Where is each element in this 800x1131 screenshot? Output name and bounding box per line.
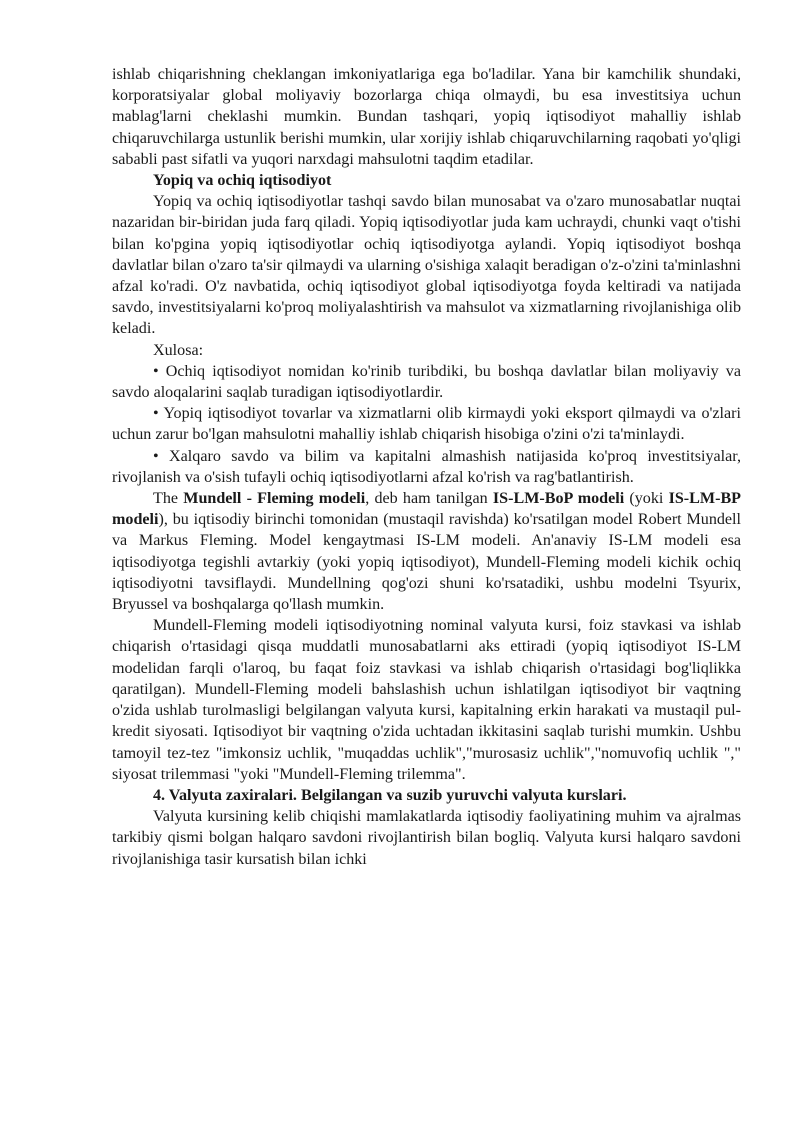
paragraph-mundell-fleming-intro	[112, 488, 741, 615]
mf-bold-3: IS-LM-BP modeli	[112, 490, 742, 529]
conclusion-label: Xulosa:	[153, 341, 204, 359]
bullet-item-3: • Xalqaro savdo va bilim va kapitalni almashish natijasida ko'proq investitsiyalar, rivojlanish va o'sish tufayli ochiq iqtisodiyotlarni afzal ko'rish va rag'batlantirish.	[112, 447, 741, 486]
section-heading-open-closed: Yopiq va ochiq iqtisodiyot	[153, 172, 332, 190]
mf-text-2: , deb ham tanilgan	[365, 490, 493, 508]
mf-text-3: (yoki	[624, 490, 669, 508]
section-heading-currency-reserves: 4. Valyuta zaxiralari. Belgilangan va suzib yuruvchi valyuta kurslari.	[153, 786, 627, 804]
bullet-item-2: • Yopiq iqtisodiyot tovarlar va xizmatlarni olib kirmaydi yoki eksport qilmaydi va o'zlari uchun zarur bo'lgan mahsulotni mahalliy ishlab chiqarish hisobiga o'zini o'zi ta'minlaydi.	[112, 405, 741, 444]
paragraph-mundell-fleming-trilemma: Mundell-Fleming modeli iqtisodiyotning nominal valyuta kursi, foiz stavkasi va ishlab chiqarish o'rtasidagi qisqa muddatli munosabatlarni aks ettiradi (yopiq iqtisodiyot IS-LM modelidan farqli o'laroq, bu faqat foiz stavkasi va ishlab chiqarish o'rtasidagi bog'liqlikka qaratilgan). Mundell-Fleming modeli bahslashish uchun ishlatilgan iqtisodiyot bir vaqtning o'zida ushlab turolmasligi belgilangan valyuta kursi, kapitalning erkin harakati va mustaqil pul-kredit siyosati. Iqtisodiyot bir vaqtning o'zida uchtadan ikkitasini saqlab turishi mumkin. Ushbu tamoyil tez-tez "imkonsiz uchlik, "muqaddas uchlik","murosasiz uchlik","nomuvofiq uchlik "," siyosat trilemmasi "yoki "Mundell-Fleming trilemma".	[112, 617, 741, 783]
bullet-item-1: • Ochiq iqtisodiyot nomidan ko'rinib turibdiki, bu boshqa davlatlar bilan moliyaviy va savdo aloqalarini saqlab turadigan iqtisodiyotlardir.	[112, 362, 741, 402]
document-page	[112, 64, 741, 870]
mf-bold-2: IS-LM-BoP modeli	[492, 490, 625, 508]
paragraph-intro-continuation: ishlab chiqarishning cheklangan imkoniyatlariga ega bo'ladilar. Yana bir kamchilik shundaki, korporatsiyalar global moliyaviy bozorlarga chiqa olmaydi, bu esa investitsiya uchun mablag'larni cheklashi mumkin. Bundan tashqari, yopiq iqtisodiyot mahalliy ishlab chiqaruvchilarga ustunlik berishi mumkin, ular xorijiy ishlab chiqaruvchilarning raqobati yo'qligi sababli past sifatli va yuqori narxdagi mahsulotni taqdim etadilar.	[112, 66, 741, 168]
mf-text-1: The	[153, 490, 184, 508]
mf-bold-1: Mundell - Fleming modeli	[183, 490, 366, 508]
paragraph-open-closed: Yopiq va ochiq iqtisodiyotlar tashqi savdo bilan munosabat va o'zaro munosabatlar nuqtai nazaridan bir-biridan juda farq qiladi. Yopiq iqtisodiyotlar juda kam uchraydi, chunki vaqt o'tishi bilan ko'pgina yopiq iqtisodiyotlar ochiq iqtisodiyotga aylandi. Yopiq iqtisodiyot boshqa davlatlar bilan o'zaro ta'sir qilmaydi va ularning o'sishiga xalaqit beradigan o'z-o'zini ta'minlashni afzal ko'radi. O'z navbatida, ochiq iqtisodiyot global iqtisodiyotga foyda keltiradi va natijada savdo, investitsiyalarni ko'proq moliyalashtirish va mahsulot va xizmatlarning rivojlanishiga olib keladi.	[112, 193, 741, 338]
mf-text-4: ), bu iqtisodiy birinchi tomonidan (mustaqil ravishda) ko'rsatilgan model Robert Mundell va Markus Fleming. Model kengaytmasi IS-LM modeli. An'anaviy IS-LM modeli esa iqtisodiyotga tegishli avtarkiy (yoki yopiq iqtisodiyot), Mundell-Fleming modeli kichik ochiq iqtisodiyotni tavsiflaydi. Mundellning qog'ozi shuni ko'rsatadiki, ushbu modelni Tsyurix, Bryussel va boshqalarga qo'llash mumkin.	[112, 511, 741, 614]
paragraph-exchange-rate: Valyuta kursining kelib chiqishi mamlakatlarda iqtisodiy faoliyatining muhim va ajralmas tarkibiy qismi bolgan halqaro savdoni rivojlantirish bilan bogliq. Valyuta kursi halqaro savdoni rivojlanishiga tasir kursatish bilan ichki	[112, 808, 741, 868]
